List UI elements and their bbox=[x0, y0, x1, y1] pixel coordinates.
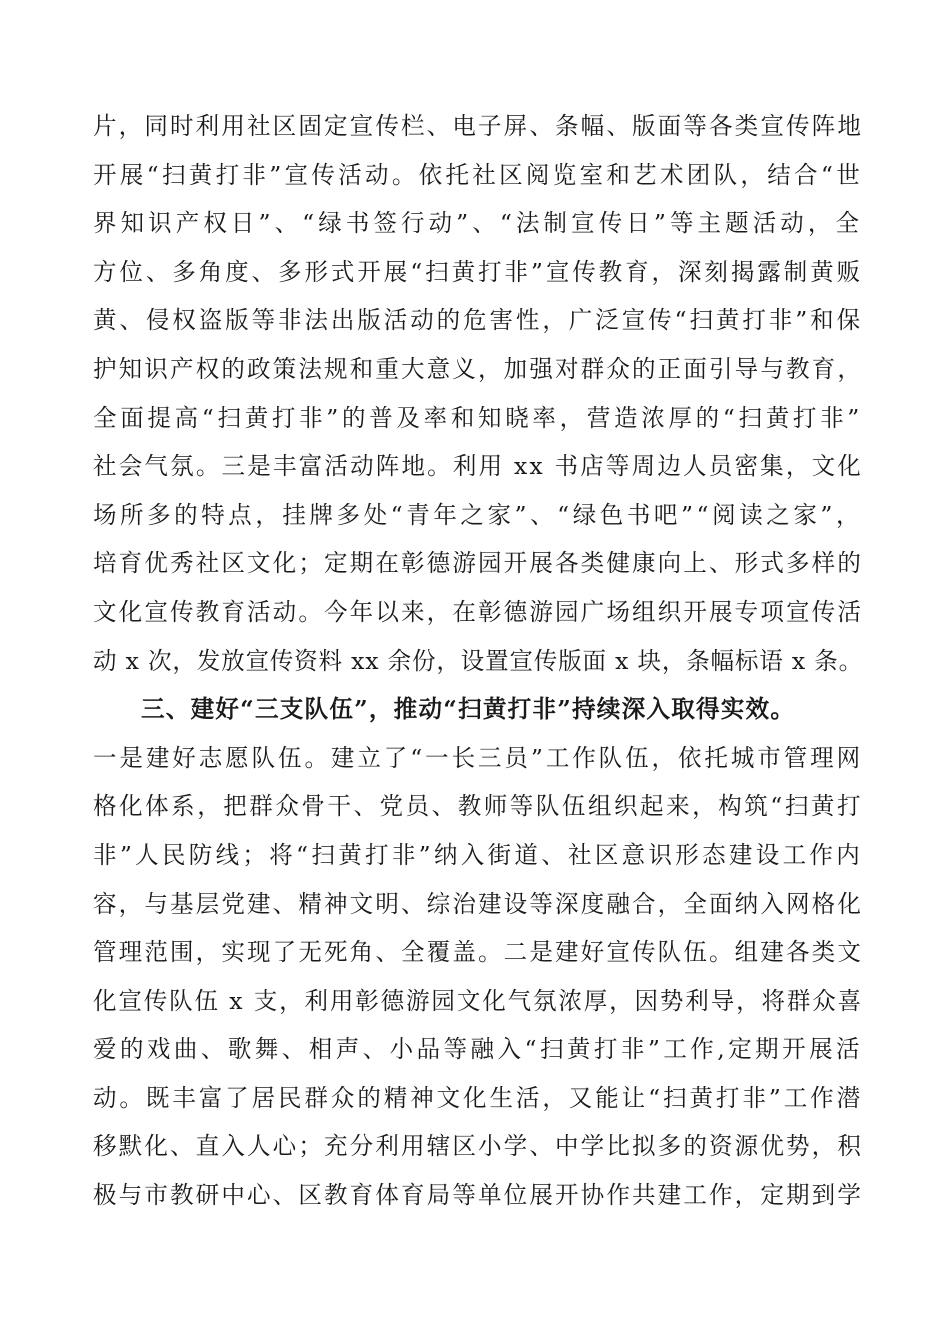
text-line: 化宣传队伍 x 支，利用彰德游园文化气氛浓厚，因势利导，将群众喜 bbox=[93, 986, 864, 1015]
text-line: 护知识产权的政策法规和重大意义，加强对群众的正面引导与教育， bbox=[93, 354, 864, 383]
text-line: 管理范围，实现了无死角、全覆盖。二是建好宣传队伍。组建各类文 bbox=[93, 938, 864, 967]
text-line: 片，同时利用社区固定宣传栏、电子屏、条幅、版面等各类宣传阵地 bbox=[93, 112, 864, 140]
text-line: 黄、侵权盗版等非法出版活动的危害性，广泛宣传“扫黄打非”和保 bbox=[93, 306, 864, 335]
text-line: 容，与基层党建、精神文明、综治建设等深度融合，全面纳入网格化 bbox=[93, 889, 864, 918]
text-line: 培育优秀社区文化；定期在彰德游园开展各类健康向上、形式多样的 bbox=[93, 549, 864, 578]
text-line: 一是建好志愿队伍。建立了“一长三员”工作队伍，依托城市管理网 bbox=[93, 743, 864, 772]
text-line: 极与市教研中心、区教育体育局等单位展开协作共建工作，定期到学 bbox=[93, 1181, 864, 1210]
text-line: 全面提高“扫黄打非”的普及率和知晓率，营造浓厚的“扫黄打非” bbox=[93, 403, 864, 432]
text-line: 爱的戏曲、歌舞、相声、小品等融入“扫黄打非”工作,定期开展活 bbox=[93, 1035, 864, 1064]
text-line: 社会气氛。三是丰富活动阵地。利用 xx 书店等周边人员密集，文化 bbox=[93, 452, 864, 481]
text-line: 移默化、直入人心；充分利用辖区小学、中学比拟多的资源优势，积 bbox=[93, 1132, 864, 1161]
text-line: 文化宣传教育活动。今年以来，在彰德游园广场组织开展专项宣传活 bbox=[93, 597, 864, 626]
text-line: 场所多的特点，挂牌多处“青年之家”、“绿色书吧”“阅读之家”， bbox=[93, 500, 864, 529]
text-line: 格化体系，把群众骨干、党员、教师等队伍组织起来，构筑“扫黄打 bbox=[93, 792, 864, 821]
text-line: 动。既丰富了居民群众的精神文化生活，又能让“扫黄打非”工作潜 bbox=[93, 1083, 864, 1112]
text-line: 界知识产权日”、“绿书签行动”、“法制宣传日”等主题活动，全 bbox=[93, 209, 864, 238]
text-line: 开展“扫黄打非”宣传活动。依托社区阅览室和艺术团队，结合“世 bbox=[93, 160, 864, 189]
text-line: 动 x 次，发放宣传资料 xx 余份，设置宣传版面 x 块，条幅标语 x 条。 bbox=[93, 646, 864, 675]
text-line: 方位、多角度、多形式开展“扫黄打非”宣传教育，深刻揭露制黄贩 bbox=[93, 257, 864, 286]
body-text bbox=[93, 102, 863, 1220]
section-heading: 三、建好“三支队伍”，推动“扫黄打非”持续深入取得实效。 bbox=[141, 695, 796, 724]
text-line: 非”人民防线；将“扫黄打非”纳入街道、社区意识形态建设工作内 bbox=[93, 840, 864, 869]
